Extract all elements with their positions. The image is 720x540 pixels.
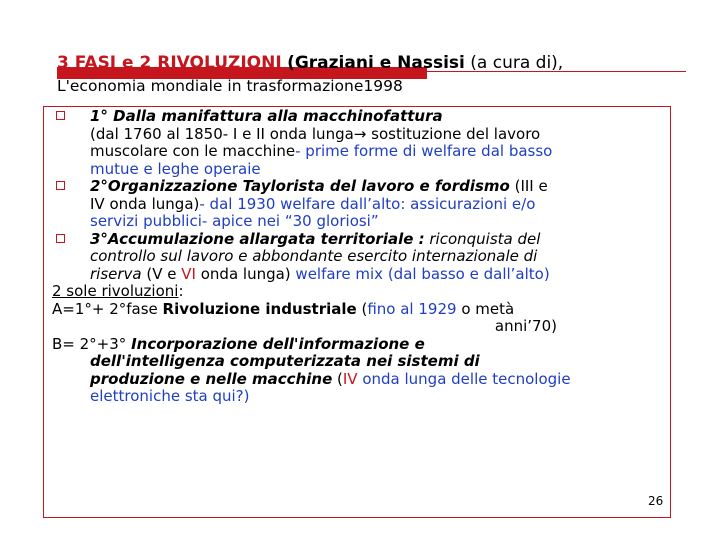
title-main: 3 FASI e 2 RIVOLUZIONI — [57, 53, 282, 73]
phase-3 — [52, 231, 672, 284]
rivoluzione-text: metà — [470, 299, 515, 318]
bullet-square-icon — [56, 181, 65, 190]
phase-text: (dal 1760 al 1850- I e II onda lunga — [90, 124, 354, 143]
phase-heading: 3°Accumulazione allargata territoriale : — [90, 229, 425, 248]
rivoluzione-text: ( — [356, 299, 368, 318]
rivoluzione-note: elettroniche sta qui?) — [90, 387, 250, 405]
phase-welfare: welfare mix (dal basso e dall’alto) — [290, 264, 550, 283]
phase-text: muscolare con le macchine — [90, 142, 296, 160]
title-authors: (Graziani e Nassisi — [287, 53, 465, 73]
phase-text: riconquista del — [424, 229, 541, 248]
phase-welfare: mutue e leghe operaie — [90, 159, 261, 178]
phase-text: controllo sul lavoro e abbondante esercito internazionale di — [90, 247, 538, 265]
rivoluzioni-heading — [52, 283, 672, 301]
phase-text: riserva — [90, 264, 142, 283]
phase-welfare: servizi pubblici- apice nei “30 gloriosi” — [90, 212, 379, 230]
rivoluzione-text: anni’70) — [494, 317, 557, 335]
rivoluzione-b — [52, 336, 672, 354]
rivoluzione-name: produzione e nelle macchine — [90, 369, 333, 388]
phase-heading: 2°Organizzazione Taylorista del lavoro e fordismo — [90, 177, 510, 195]
phase-text: sostituzione del lavoro — [366, 124, 541, 143]
slide-title — [57, 53, 563, 73]
rivoluzione-text: ( — [332, 369, 343, 388]
page-number: 26 — [648, 494, 664, 508]
phase-heading: 1° Dalla manifattura alla macchinofattura — [90, 107, 443, 125]
rivoluzione-text: A=1°+ 2°fase — [52, 299, 163, 318]
rivoluzione-name: Incorporazione dell'informazione e — [131, 334, 425, 353]
bullet-square-icon — [56, 111, 65, 120]
phase-text: (III e — [509, 177, 548, 195]
slide-body — [52, 108, 672, 406]
rivoluzione-text: B= 2°+3° — [52, 334, 132, 353]
title-editor: (a cura di), — [464, 53, 564, 73]
phase-text: IV onda lunga) — [90, 194, 200, 213]
phase-2 — [52, 178, 672, 231]
arrow-icon: → — [353, 124, 367, 143]
phase-text: onda lunga) — [195, 264, 291, 283]
book-subtitle: L'economia mondiale in trasformazione1998 — [57, 77, 403, 95]
rivoluzione-date: fino al 1929 — [367, 299, 457, 318]
rivoluzione-wave-number: IV — [342, 369, 358, 388]
phase-welfare: - prime forme di welfare dal basso — [295, 142, 553, 160]
rivoluzione-text: o — [456, 299, 471, 318]
phase-text: (V e — [141, 264, 182, 283]
phase-welfare: - dal 1930 welfare dall’alto: assicurazioni e/o — [199, 194, 536, 213]
phase-wave-number: VI — [181, 264, 196, 283]
rivoluzione-note: onda lunga delle tecnologie — [357, 369, 571, 388]
rivoluzione-a — [52, 301, 672, 319]
rivoluzioni-colon: : — [178, 282, 184, 300]
rivoluzione-name: Rivoluzione industriale — [162, 299, 357, 318]
bullet-square-icon — [56, 234, 65, 243]
rivoluzione-name: dell'intelligenza computerizzata nei sistemi di — [90, 352, 480, 370]
rivoluzioni-title: 2 sole rivoluzioni — [52, 282, 179, 300]
phase-1 — [52, 108, 672, 178]
